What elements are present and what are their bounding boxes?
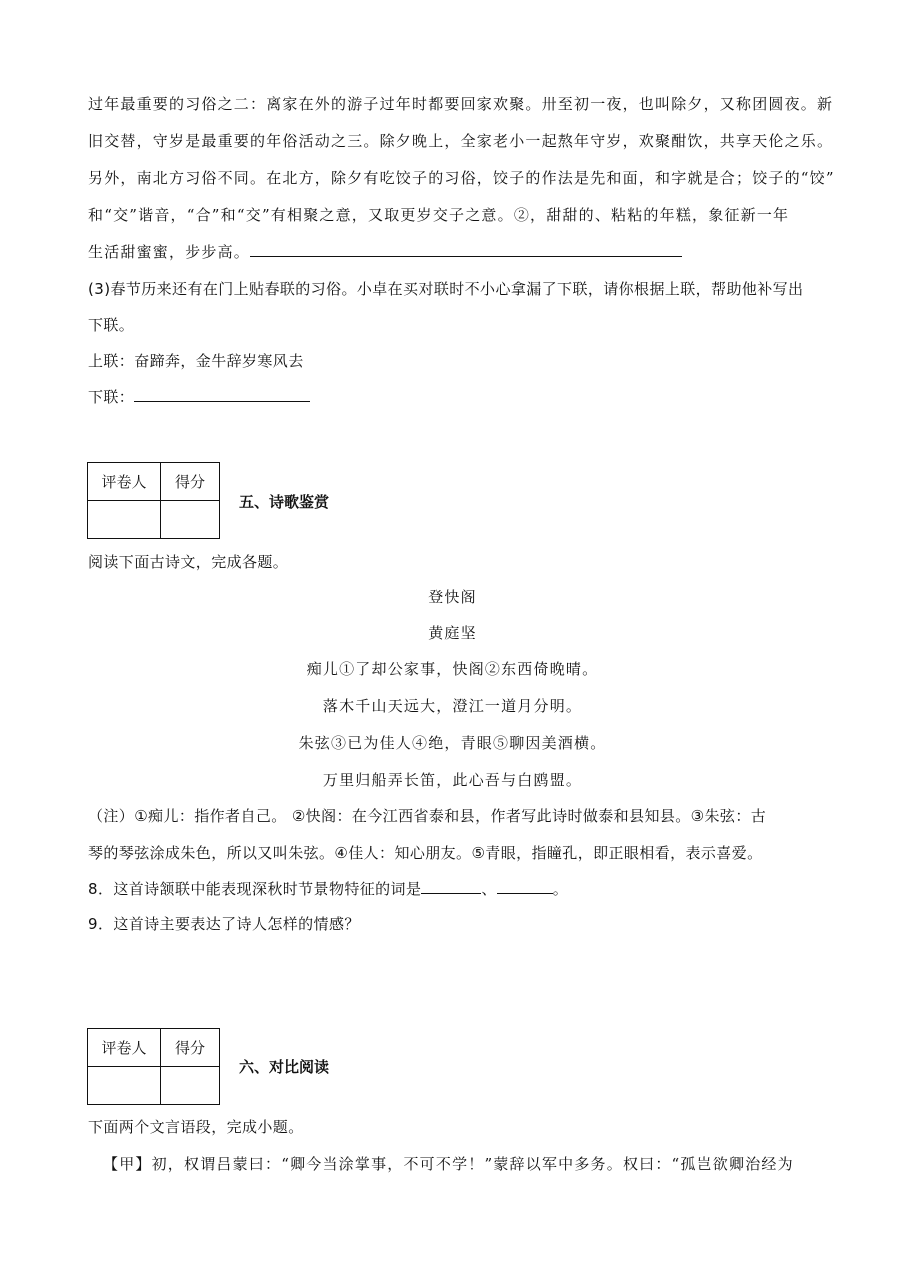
- q8-blank-2[interactable]: [497, 879, 553, 894]
- section6-title: 六、对比阅读: [239, 1058, 330, 1076]
- grader-label: 评卷人: [88, 1029, 161, 1067]
- grader-cell[interactable]: [88, 501, 161, 539]
- paragraph-line-with-blank: [88, 242, 828, 262]
- q8-blank-1[interactable]: [421, 879, 481, 894]
- paragraph-line-text: 生活甜蜜蜜，步步高。: [88, 243, 251, 261]
- passage-jia-start: 【甲】初，权谓吕蒙曰：“卿今当涂掌事，不可不学！”蒙辞以军中多务。权曰：“孤岂欲卿治经为: [103, 1155, 794, 1173]
- section5-title: 五、诗歌鉴赏: [239, 493, 330, 511]
- score-label: 得分: [161, 463, 220, 501]
- lower-couplet-blank[interactable]: [134, 387, 310, 402]
- score-cell[interactable]: [161, 501, 220, 539]
- section6-instruction: 下面两个文言语段，完成小题。: [88, 1118, 304, 1136]
- upper-couplet: 上联：奋蹄奔，金牛辞岁寒风去: [88, 352, 304, 370]
- q8-end: 。: [552, 880, 569, 898]
- poem-line: 痴儿①了却公家事，快阁②东西倚晚晴。: [306, 660, 599, 678]
- poem-line: 朱弦③已为佳人④绝，青眼⑤聊因美酒横。: [298, 734, 607, 752]
- q3-line-2: 下联。: [88, 316, 135, 334]
- paragraph-line: 另外，南北方习俗不同。在北方，除夕有吃饺子的习俗，饺子的作法是先和面，和字就是合；饺子的“饺”: [88, 169, 835, 187]
- score-label: 得分: [161, 1029, 220, 1067]
- grader-label: 评卷人: [88, 463, 161, 501]
- paragraph-line: 旧交替，守岁是最重要的年俗活动之三。除夕晚上，全家老小一起熬年守岁，欢聚酣饮，共享天伦之乐。: [88, 132, 834, 150]
- poem-note-line-2: 琴的琴弦涂成朱色，所以又叫朱弦。④佳人：知心朋友。⑤青眼，指瞳孔，即正眼相看，表示喜爱。: [88, 844, 763, 862]
- question-9: 9．这首诗主要表达了诗人怎样的情感？: [88, 915, 360, 933]
- paragraph-line: 过年最重要的习俗之二：离家在外的游子过年时都要回家欢聚。卅至初一夜，也叫除夕，又称团圆夜。新: [88, 95, 834, 113]
- poem-line: 落木千山天远大，澄江一道月分明。: [322, 697, 583, 715]
- answer-blank[interactable]: [250, 242, 682, 257]
- paragraph-line: 和“交”谐音，“合”和“交”有相聚之意，又取更岁交子之意。②，甜甜的、粘粘的年糕，象征新一年: [88, 206, 790, 224]
- poem-line: 万里归船弄长笛，此心吾与白鸥盟。: [322, 771, 583, 789]
- grader-cell[interactable]: [88, 1067, 161, 1105]
- poem-title: 登快阁: [428, 588, 477, 606]
- lower-couplet-label: 下联：: [88, 388, 135, 406]
- poem-author: 黄庭坚: [428, 624, 477, 642]
- score-table-section5: [87, 462, 220, 539]
- lower-couplet-row: [88, 387, 828, 407]
- question-8: [88, 879, 828, 899]
- score-table-section6: [87, 1028, 220, 1105]
- section5-instruction: 阅读下面古诗文，完成各题。: [88, 553, 289, 571]
- q8-separator: 、: [481, 880, 497, 898]
- poem-note-line-1: （注）①痴儿：指作者自己。 ②快阁：在今江西省泰和县，作者写此诗时做泰和县知县。③朱弦：古: [88, 807, 767, 825]
- score-cell[interactable]: [161, 1067, 220, 1105]
- q3-line-1: (3)春节历来还有在门上贴春联的习俗。小卓在买对联时不小心拿漏了下联，请你根据上联，帮助他补写出: [88, 280, 804, 298]
- question-8-text: 8．这首诗颔联中能表现深秋时节景物特征的词是: [88, 880, 422, 898]
